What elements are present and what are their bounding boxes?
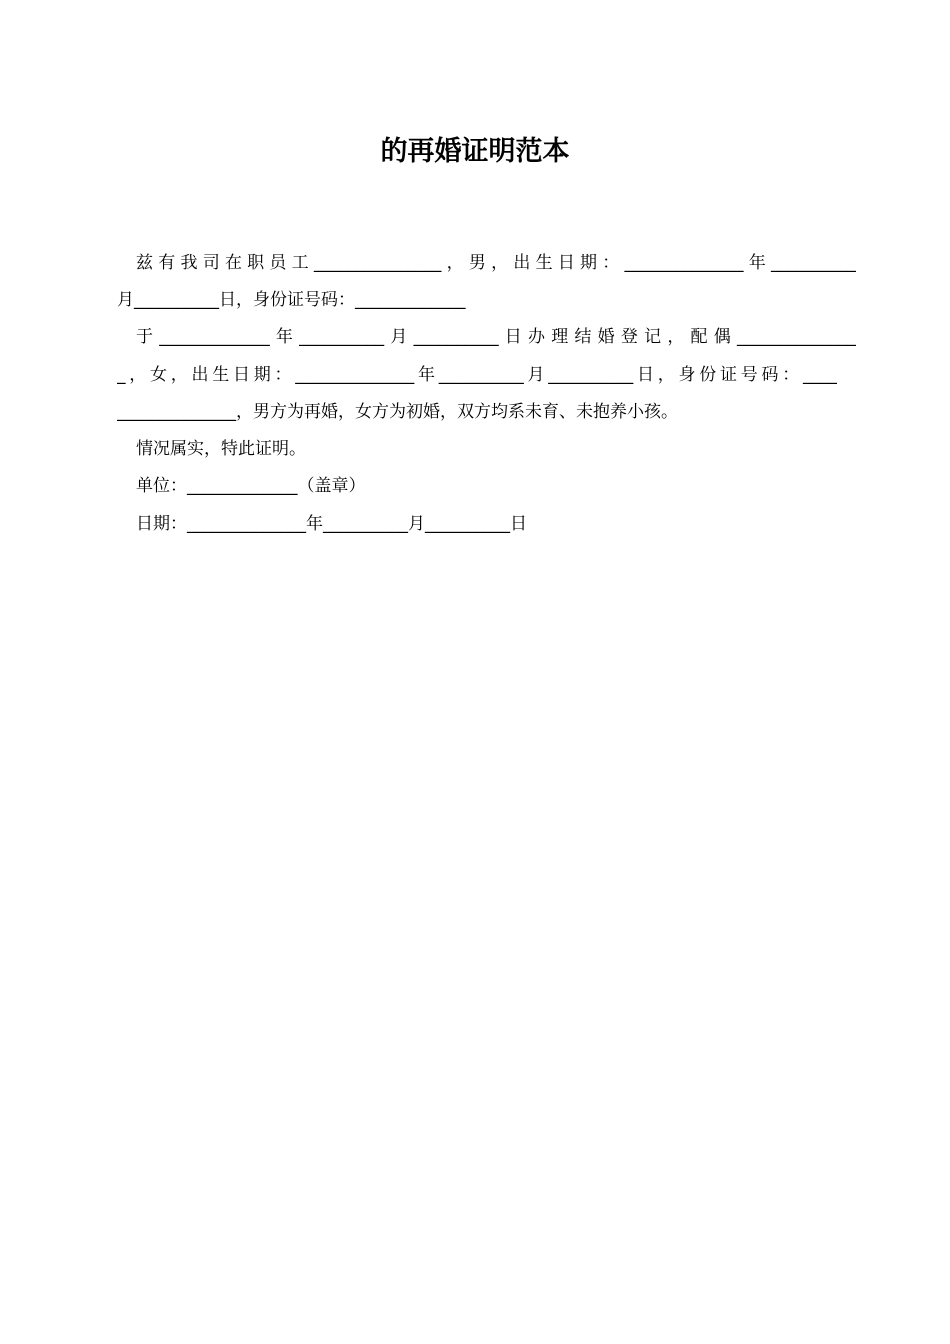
certification-statement: 情况属实，特此证明。 xyxy=(136,439,306,459)
date-line: 日期：______________年__________月__________日 xyxy=(136,514,527,534)
employee-info-line: 兹有我司在职员工_______________，男，出生日期：______________年__________ xyxy=(136,253,856,273)
employee-id-line: 月__________日，身份证号码：_____________ xyxy=(117,290,466,310)
spouse-info-line: _，女，出生日期：______________年__________月__________日，身份证号码：____ xyxy=(117,365,837,385)
marital-status-line: ______________，男方为再婚，女方为初婚，双方均系未育、未抱养小孩。 xyxy=(117,402,678,422)
marriage-registration-line: 于_____________年__________月__________日办理结婚登记，配偶______________ xyxy=(136,327,856,347)
document-title: 的再婚证明范本 xyxy=(380,136,570,167)
unit-seal-line: 单位：_____________（盖章） xyxy=(136,476,366,496)
